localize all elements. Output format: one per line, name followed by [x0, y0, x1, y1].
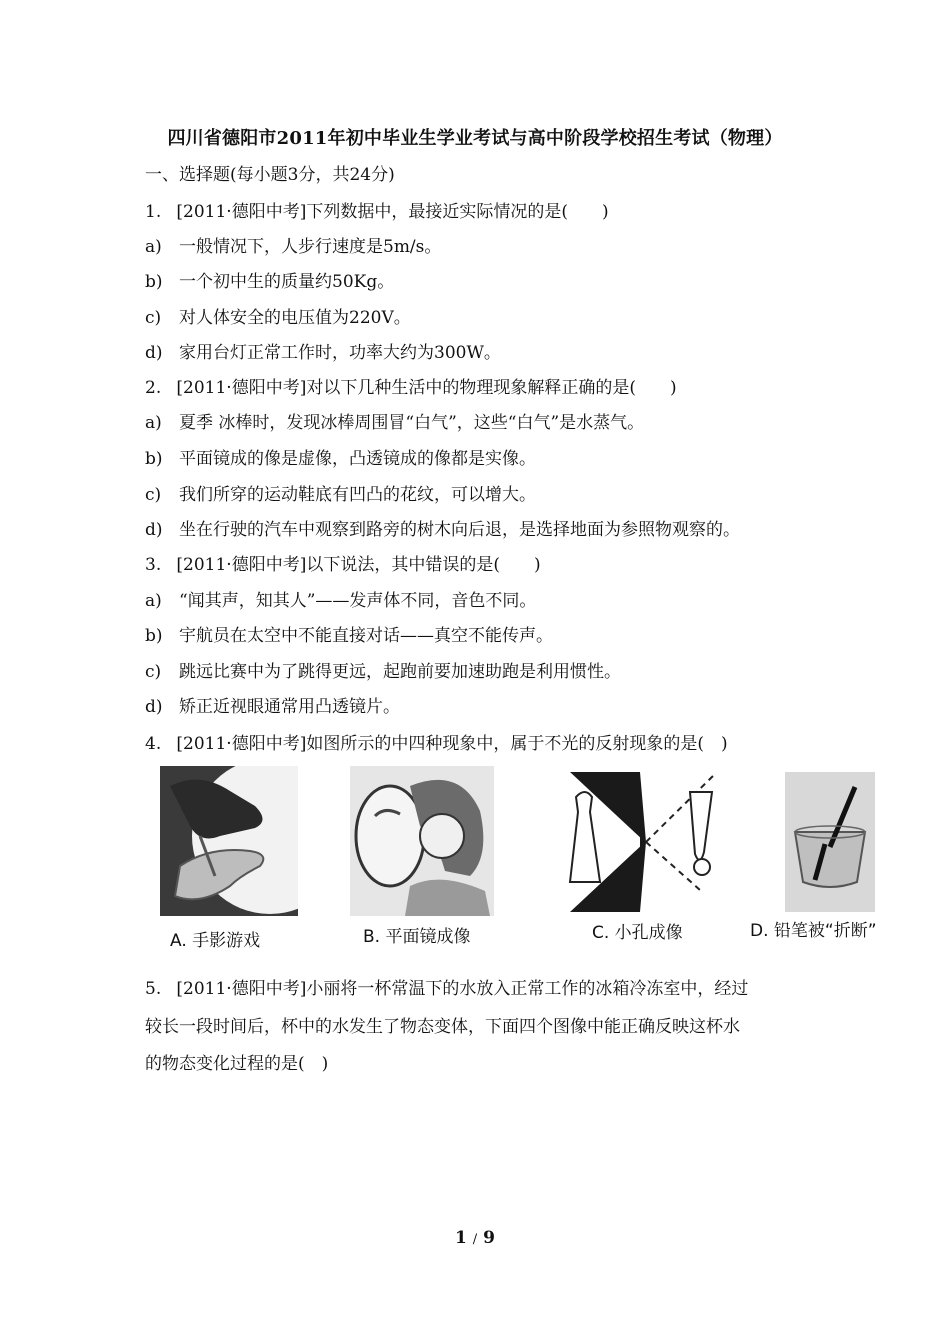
question-2	[145, 373, 677, 398]
option	[145, 692, 400, 717]
option-letter: c)	[145, 485, 162, 505]
mirror-girl-icon	[350, 766, 494, 916]
total-pages: 9	[483, 1228, 495, 1248]
option-text: 坐在行驶的汽车中观察到路旁的树木向后退，是选择地面为参照物观察的。	[179, 520, 740, 540]
option-letter: a)	[145, 591, 162, 611]
option-letter: d)	[145, 343, 163, 363]
option-text: 平面镜成的像是虚像，凸透镜成的像都是实像。	[179, 449, 536, 469]
option-text: 宇航员在太空中不能直接对话——真空不能传声。	[179, 626, 553, 646]
option-text: 矫正近视眼通常用凸透镜片。	[179, 697, 400, 717]
option	[145, 338, 501, 363]
question-stem: [2011·德阳中考]小丽将一杯常温下的水放入正常工作的冰箱冷冻室中，经过	[176, 979, 749, 999]
option-text: 家用台灯正常工作时，功率大约为300W。	[179, 343, 501, 363]
option	[145, 232, 441, 257]
option-letter: b)	[145, 272, 163, 292]
pinhole-camera-icon	[540, 772, 750, 912]
option-letter: b)	[145, 626, 163, 646]
question-number: 2.	[145, 378, 162, 398]
option	[145, 586, 536, 611]
option-text: 我们所穿的运动鞋底有凹凸的花纹，可以增大。	[179, 485, 536, 505]
question-5-line-3: 的物态变化过程的是( )	[145, 1054, 329, 1074]
option-text: 跳远比赛中为了跳得更远，起跑前要加速助跑是利用惯性。	[179, 662, 621, 682]
hand-shadow-icon	[160, 766, 298, 916]
question-5-line-2: 较长一段时间后，杯中的水发生了物态变体，下面四个图像中能正确反映这杯水	[145, 1017, 740, 1037]
figure-caption: A. 手影游戏	[170, 931, 261, 951]
page-number	[0, 1228, 950, 1248]
question-4	[145, 729, 728, 754]
question-stem: [2011·德阳中考]以下说法，其中错误的是( )	[176, 555, 541, 575]
option	[145, 408, 644, 433]
option-text: 一般情况下，人步行速度是5m/s。	[179, 237, 442, 257]
question-number: 3.	[145, 555, 162, 575]
option	[145, 621, 553, 646]
option-text: “闻其声，知其人”——发声体不同，音色不同。	[179, 591, 537, 611]
option	[145, 657, 621, 682]
question-stem: [2011·德阳中考]下列数据中，最接近实际情况的是( )	[176, 202, 609, 222]
section-heading: 一、选择题(每小题3分，共24分)	[145, 165, 395, 185]
question-number: 4.	[145, 734, 162, 754]
option	[145, 444, 536, 469]
option	[145, 303, 411, 328]
option-letter: b)	[145, 449, 163, 469]
question-stem: [2011·德阳中考]对以下几种生活中的物理现象解释正确的是( )	[176, 378, 677, 398]
option-text: 一个初中生的质量约50Kg。	[179, 272, 395, 292]
question-number: 5.	[145, 979, 162, 999]
option-letter: a)	[145, 413, 162, 433]
pencil-in-water-icon	[785, 772, 875, 912]
figure-row	[160, 766, 910, 956]
figure-caption: B. 平面镜成像	[363, 927, 471, 947]
option-letter: d)	[145, 520, 163, 540]
option-text: 夏季 冰棒时，发现冰棒周围冒“白气”，这些“白气”是水蒸气。	[179, 413, 645, 433]
option	[145, 267, 394, 292]
page-title: 四川省德阳市2011年初中毕业生学业考试与高中阶段学校招生考试（物理）	[167, 128, 783, 149]
option-letter: a)	[145, 237, 162, 257]
figure-caption: C. 小孔成像	[592, 923, 683, 943]
question-5	[145, 974, 748, 999]
page-separator: /	[472, 1232, 478, 1247]
option-text: 对人体安全的电压值为220V。	[179, 308, 411, 328]
option-letter: d)	[145, 697, 163, 717]
question-number: 1.	[145, 202, 162, 222]
question-1	[145, 197, 609, 222]
figure-caption: D. 铅笔被“折断”	[750, 921, 877, 941]
question-stem: [2011·德阳中考]如图所示的中四种现象中，属于不光的反射现象的是( )	[176, 734, 728, 754]
current-page: 1	[455, 1228, 467, 1248]
option	[145, 480, 536, 505]
option	[145, 515, 740, 540]
option-letter: c)	[145, 308, 162, 328]
option-letter: c)	[145, 662, 162, 682]
question-3	[145, 550, 541, 575]
